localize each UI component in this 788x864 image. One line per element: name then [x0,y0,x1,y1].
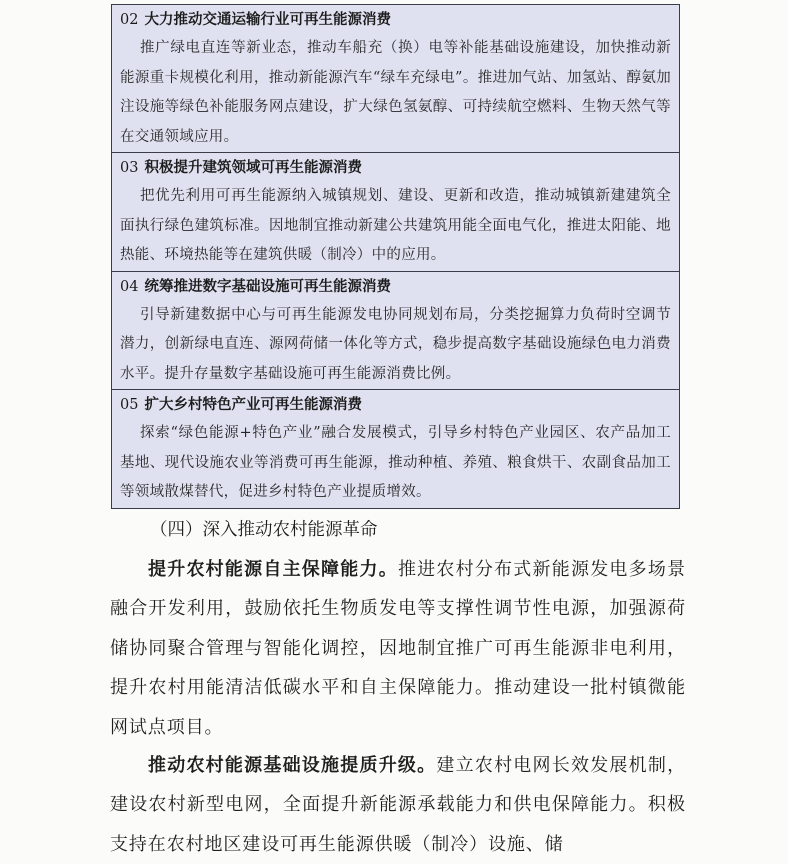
box-section-05 [112,389,679,508]
box-section-03 [112,152,679,271]
box-section-body: 探索“绿色能源+特色产业”融合发展模式，引导乡村特色产业园区、农产品加工基地、现代设施农业等消费可再生能源，推动种植、养殖、粮食烘干、农副食品加工等领域散煤替代，促进乡村特色产业提质增效。 [120,425,671,500]
box-section-body: 把优先利用可再生能源纳入城镇规划、建设、更新和改造，推动城镇新建建筑全面执行绿色建筑标准。因地制宜推动新建公共建筑用能全面电气化，推进太阳能、地热能、环境热能等在建筑供暖（制冷）中的应用。 [120,188,671,263]
box-section-number: 05 [120,397,139,413]
box-section-title [120,5,671,34]
paragraph-lead: 提升农村能源自主保障能力。 [148,559,398,580]
box-section-02 [112,5,679,152]
body-paragraph [110,550,686,747]
paragraph-lead: 推动农村能源基础设施提质升级。 [148,755,437,776]
box-section-title-text: 扩大乡村特色产业可再生能源消费 [144,396,362,413]
box-section-title [120,390,671,419]
box-section-body: 推广绿电直连等新业态，推动车船充（换）电等补能基础设施建设，加快推动新能源重卡规模化利用，推动新能源汽车“绿车充绿电”。推进加气站、加氢站、醇氨加注设施等绿色补能服务网点建设，扩大绿色氢氨醇、可持续航空燃料、生物天然气等在交通领域应用。 [120,40,671,145]
box-section-title-text: 统筹推进数字基础设施可再生能源消费 [144,277,391,295]
box-section-04 [112,271,679,390]
box-section-title-text: 大力推动交通运输行业可再生能源消费 [144,11,391,28]
box-section-title-text: 积极提升建筑领域可再生能源消费 [144,159,362,176]
paragraph-text: 推进农村分布式新能源发电多场景融合开发利用，鼓励依托生物质发电等支撑性调节性电源，加强源荷储协同聚合管理与智能化调控，因地制宜推广可再生能源非电利用，提升农村用能清洁低碳水平和自主保障能力。推动建设一批村镇微能网试点项目。 [110,559,686,738]
body-paragraph [110,746,686,864]
box-table [111,4,680,509]
box-section-title [120,153,671,182]
box-section-body: 引导新建数据中心与可再生能源发电协同规划布局，分类挖掘算力负荷时空调节潜力，创新绿电直连、源网荷储一体化等方式，稳步提高数字基础设施绿色电力消费水平。提升存量数字基础设施可再生能源消费比例。 [120,306,671,382]
section-heading: （四）深入推动农村能源革命 [150,520,378,540]
box-section-number: 04 [120,278,139,295]
box-section-number: 03 [120,160,139,176]
paragraph-text: 建立农村电网长效发展机制，建设农村新型电网，全面提升新能源承载能力和供电保障能力。积极支持在农村地区建设可再生能源供暖（制冷）设施、储 [110,755,686,855]
box-section-number: 02 [120,12,139,28]
box-section-title [120,272,671,301]
